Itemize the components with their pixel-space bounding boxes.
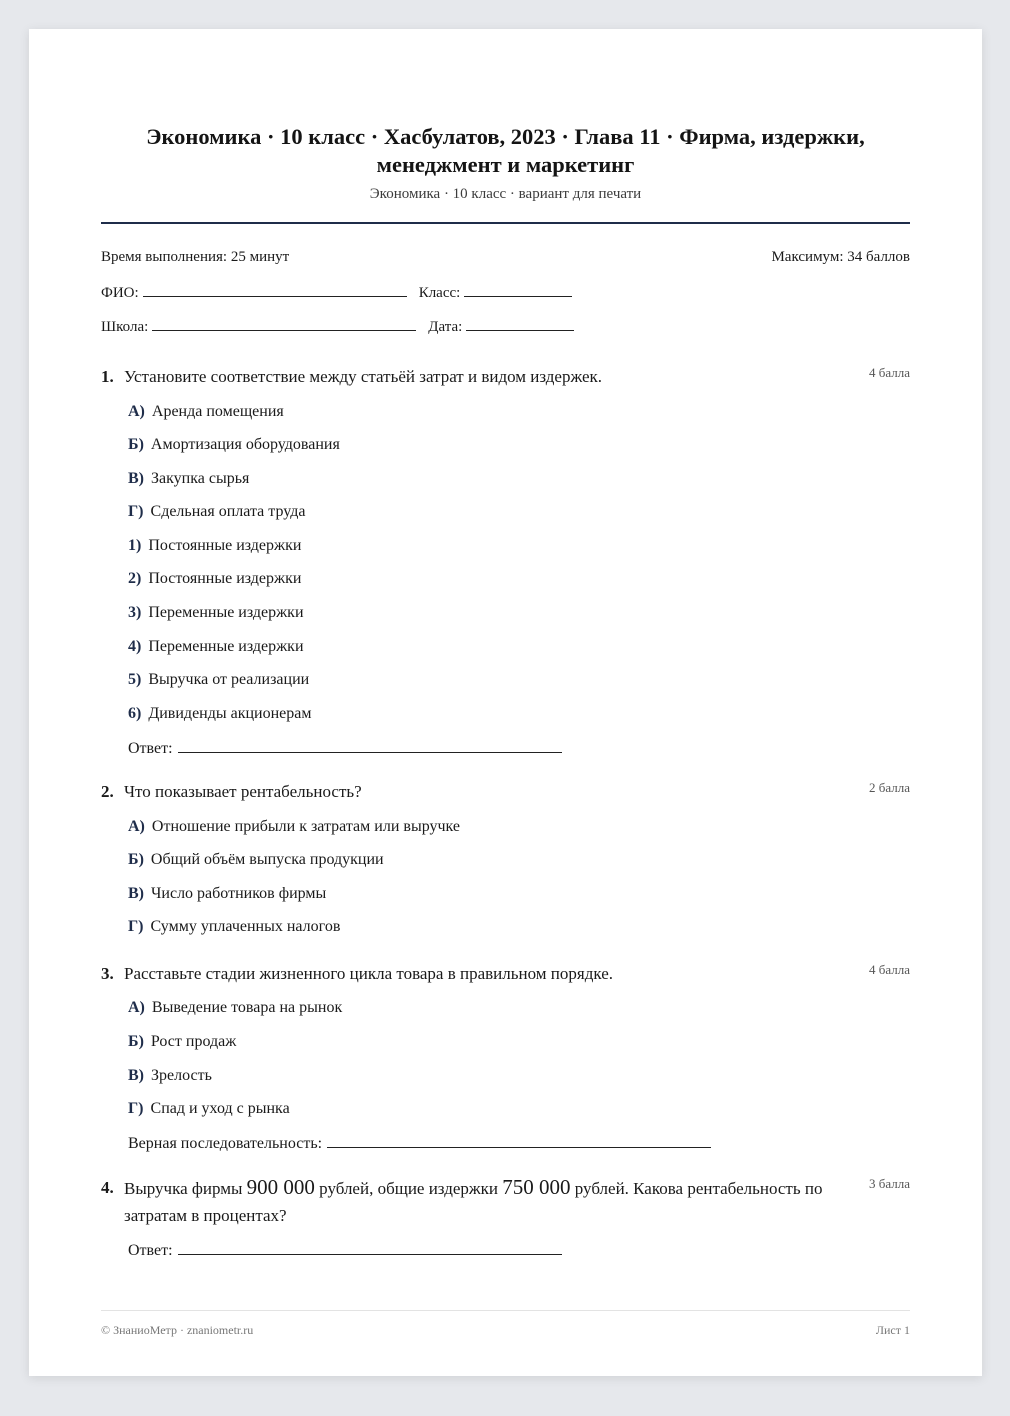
option-label: 1) — [128, 537, 142, 554]
option-text: Дивиденды акционерам — [148, 705, 312, 722]
option-label: В) — [128, 1067, 144, 1084]
school-field[interactable] — [152, 316, 416, 331]
question-2 — [101, 778, 910, 805]
question-1-option-g — [128, 502, 305, 522]
question-4 — [101, 1174, 910, 1229]
question-4-answer — [128, 1240, 562, 1260]
answer-field[interactable] — [327, 1133, 711, 1148]
question-4-header — [101, 1174, 910, 1229]
worksheet-page — [29, 29, 982, 1376]
question-1-match-3 — [128, 603, 304, 623]
option-text: Аренда помещения — [151, 403, 284, 420]
option-label: А) — [128, 818, 145, 835]
question-number: 2. — [101, 782, 114, 801]
option-label: 6) — [128, 705, 142, 722]
question-number: 3. — [101, 964, 114, 983]
question-points: 4 балла — [869, 962, 910, 977]
question-2-option-g — [128, 917, 340, 937]
question-3-answer — [128, 1133, 711, 1153]
question-1-header — [101, 363, 910, 390]
page-title: Экономика · 10 класс · Хасбулатов, 2023 · Глава 11 · Фирма, издержки, менеджмент и маркетинг — [146, 124, 865, 177]
answer-field[interactable] — [178, 1240, 562, 1255]
option-text: Постоянные издержки — [148, 570, 302, 587]
question-number: 4. — [101, 1178, 114, 1197]
option-text: Амортизация оборудования — [150, 436, 340, 453]
school-date-row — [101, 316, 910, 336]
question-text — [124, 1175, 823, 1225]
option-text: Выручка от реализации — [148, 671, 310, 688]
option-label: А) — [128, 999, 145, 1016]
page-number: Лист 1 — [875, 1323, 910, 1337]
time-limit: Время выполнения: 25 минут — [101, 249, 290, 265]
fio-label: ФИО: — [101, 285, 139, 301]
meta-time-row — [101, 249, 910, 266]
fio-field[interactable] — [143, 282, 407, 297]
option-label: Б) — [128, 1033, 144, 1050]
revenue-value: 900 000 — [246, 1175, 315, 1199]
question-text-part: рублей. Какова рентабельность по затратам в процентах? — [124, 1179, 823, 1225]
school-label: Школа: — [101, 319, 149, 335]
question-number: 1. — [101, 367, 114, 386]
question-1-match-4 — [128, 637, 304, 657]
question-1-option-b — [128, 435, 340, 455]
question-text-part: Выручка фирмы — [124, 1179, 247, 1198]
date-field[interactable] — [466, 316, 574, 331]
option-label: А) — [128, 403, 145, 420]
class-field[interactable] — [464, 282, 572, 297]
option-text: Отношение прибыли к затратам или выручке — [151, 818, 461, 835]
question-3-option-b — [128, 1032, 236, 1052]
question-1-match-5 — [128, 670, 309, 690]
option-text: Зрелость — [151, 1067, 212, 1084]
option-text: Общий объём выпуска продукции — [150, 851, 384, 868]
answer-label: Ответ: — [128, 740, 173, 757]
question-2-option-a — [128, 817, 460, 837]
question-3-option-a — [128, 998, 342, 1018]
question-2-option-b — [128, 850, 384, 870]
footer-copyright: © ЗнаниоМетр · znaniometr.ru — [101, 1323, 254, 1337]
question-3-option-v — [128, 1066, 212, 1086]
option-label: Б) — [128, 851, 144, 868]
page-subtitle: Экономика · 10 класс · вариант для печати — [369, 186, 642, 202]
student-name-row — [101, 282, 910, 302]
max-score: Максимум: 34 баллов — [771, 249, 910, 265]
date-label: Дата: — [428, 319, 463, 335]
question-1 — [101, 363, 910, 390]
option-label: В) — [128, 470, 144, 487]
option-text: Закупка сырья — [151, 470, 250, 487]
question-2-header — [101, 778, 910, 805]
question-points: 3 балла — [869, 1176, 910, 1191]
answer-label: Ответ: — [128, 1242, 173, 1259]
answer-label: Верная последовательность: — [128, 1135, 323, 1152]
page-footer — [101, 1323, 910, 1338]
question-points: 4 балла — [869, 365, 910, 380]
option-text: Постоянные издержки — [148, 537, 302, 554]
costs-value: 750 000 — [502, 1175, 571, 1199]
question-1-option-a — [128, 402, 284, 422]
option-text: Переменные издержки — [148, 604, 304, 621]
option-text: Сумму уплаченных налогов — [150, 918, 341, 935]
question-text-part: рублей, общие издержки — [314, 1179, 503, 1198]
class-label: Класс: — [418, 285, 461, 301]
question-text: Расставьте стадии жизненного цикла товара в правильном порядке. — [124, 964, 613, 983]
option-text: Выведение товара на рынок — [151, 999, 343, 1016]
option-label: 4) — [128, 638, 142, 655]
option-text: Спад и уход с рынка — [150, 1100, 290, 1117]
question-1-answer — [128, 738, 562, 758]
option-text: Переменные издержки — [148, 638, 304, 655]
question-1-match-1 — [128, 536, 301, 556]
question-3 — [101, 960, 910, 987]
option-text: Число работников фирмы — [151, 885, 327, 902]
option-label: Г) — [128, 918, 144, 935]
option-label: В) — [128, 885, 144, 902]
option-label: 2) — [128, 570, 142, 587]
option-label: Г) — [128, 1100, 144, 1117]
question-1-match-6 — [128, 704, 312, 724]
option-label: 5) — [128, 671, 142, 688]
question-3-header — [101, 960, 910, 987]
answer-field[interactable] — [178, 738, 562, 753]
option-text: Рост продаж — [150, 1033, 237, 1050]
question-2-option-v — [128, 884, 326, 904]
footer-divider — [101, 1310, 910, 1311]
option-label: 3) — [128, 604, 142, 621]
option-text: Сдельная оплата труда — [150, 503, 306, 520]
header-divider — [101, 222, 910, 224]
question-points: 2 балла — [869, 780, 910, 795]
question-text: Что показывает рентабельность? — [124, 782, 362, 801]
question-text: Установите соответствие между статьёй затрат и видом издержек. — [124, 367, 603, 386]
question-3-option-g — [128, 1099, 290, 1119]
option-label: Б) — [128, 436, 144, 453]
question-1-match-2 — [128, 569, 301, 589]
option-label: Г) — [128, 503, 144, 520]
question-1-option-v — [128, 469, 249, 489]
